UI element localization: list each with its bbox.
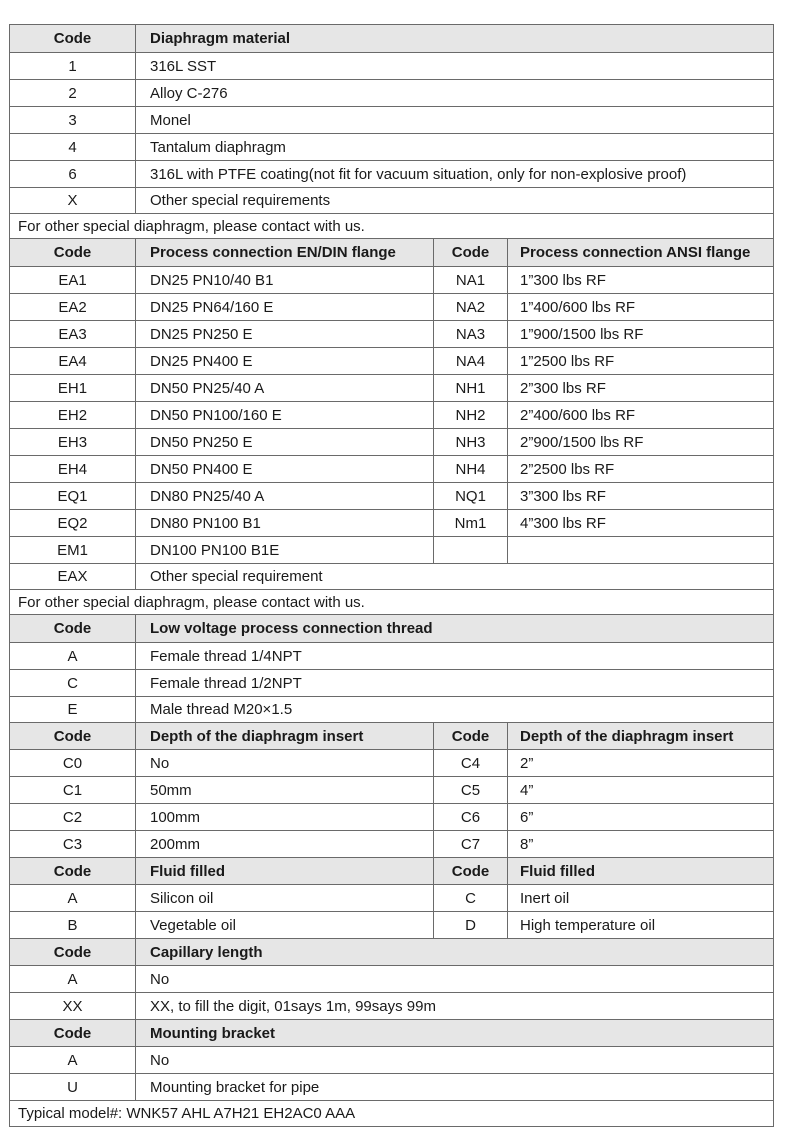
flange-code: EAX	[10, 564, 136, 590]
table-row	[10, 429, 774, 456]
insert-depth: 4”	[508, 777, 774, 804]
table-row	[10, 831, 774, 858]
code-header: Code	[10, 723, 136, 750]
ansi-flange-code: NH4	[434, 456, 508, 483]
ansi-flange-header: Process connection ANSI flange	[508, 239, 774, 267]
typical-model: Typical model#: WNK57 AHL A7H21 EH2AC0 AAA	[10, 1101, 774, 1127]
insert-depth-header: Depth of the diaphragm insert	[508, 723, 774, 750]
fluid-code: C	[434, 885, 508, 912]
contact-note-row	[10, 214, 774, 239]
ansi-flange-code: Nm1	[434, 510, 508, 537]
table-row	[10, 643, 774, 670]
ansi-flange-code: NH1	[434, 375, 508, 402]
insert-depth: 8”	[508, 831, 774, 858]
ansi-flange-code: NH2	[434, 402, 508, 429]
typical-model-row	[10, 1101, 774, 1127]
table-row	[10, 697, 774, 723]
ansi-flange-desc: 1”2500 lbs RF	[508, 348, 774, 375]
diaphragm-code: 1	[10, 53, 136, 80]
insert-depth: No	[136, 750, 434, 777]
en-flange-code: EA1	[10, 267, 136, 294]
ansi-flange-code: NA1	[434, 267, 508, 294]
thread-code: E	[10, 697, 136, 723]
table-row	[10, 375, 774, 402]
code-header: Code	[434, 239, 508, 267]
table-row	[10, 107, 774, 134]
diaphragm-material-header: Diaphragm material	[136, 25, 774, 53]
table-row	[10, 321, 774, 348]
ansi-flange-desc	[508, 537, 774, 564]
diaphragm-desc: 316L SST	[136, 53, 774, 80]
insert-depth: 100mm	[136, 804, 434, 831]
table-row	[10, 510, 774, 537]
en-flange-desc: DN80 PN100 B1	[136, 510, 434, 537]
ansi-flange-desc: 2”2500 lbs RF	[508, 456, 774, 483]
diaphragm-code: X	[10, 188, 136, 214]
capillary-code: XX	[10, 993, 136, 1020]
table-row	[10, 483, 774, 510]
en-flange-desc: DN100 PN100 B1E	[136, 537, 434, 564]
ansi-flange-code: NH3	[434, 429, 508, 456]
bracket-desc: Mounting bracket for pipe	[136, 1074, 774, 1101]
thread-header: Low voltage process connection thread	[136, 615, 774, 643]
en-flange-desc: DN25 PN64/160 E	[136, 294, 434, 321]
diaphragm-desc: Monel	[136, 107, 774, 134]
bracket-desc: No	[136, 1047, 774, 1074]
insert-depth-header: Depth of the diaphragm insert	[136, 723, 434, 750]
ansi-flange-desc: 3”300 lbs RF	[508, 483, 774, 510]
ansi-flange-code: NQ1	[434, 483, 508, 510]
thread-code: A	[10, 643, 136, 670]
table-row	[10, 294, 774, 321]
insert-code: C2	[10, 804, 136, 831]
mounting-bracket-header: Mounting bracket	[136, 1020, 774, 1047]
en-flange-desc: DN25 PN400 E	[136, 348, 434, 375]
bracket-code: U	[10, 1074, 136, 1101]
insert-depth: 50mm	[136, 777, 434, 804]
code-header: Code	[10, 25, 136, 53]
table-row	[10, 188, 774, 214]
diaphragm-desc: Tantalum diaphragm	[136, 134, 774, 161]
code-header: Code	[10, 1020, 136, 1047]
insert-code: C5	[434, 777, 508, 804]
en-flange-code: EH1	[10, 375, 136, 402]
code-header: Code	[434, 858, 508, 885]
thread-code: C	[10, 670, 136, 697]
capillary-length-header: Capillary length	[136, 939, 774, 966]
thread-desc: Female thread 1/2NPT	[136, 670, 774, 697]
en-flange-desc: DN50 PN100/160 E	[136, 402, 434, 429]
en-din-flange-header: Process connection EN/DIN flange	[136, 239, 434, 267]
table-row	[10, 161, 774, 188]
fluid-desc: Silicon oil	[136, 885, 434, 912]
en-flange-desc: DN50 PN25/40 A	[136, 375, 434, 402]
table-row	[10, 777, 774, 804]
table-row	[10, 348, 774, 375]
en-flange-desc: DN50 PN400 E	[136, 456, 434, 483]
fluid-header-row	[10, 858, 774, 885]
contact-note: For other special diaphragm, please contact with us.	[10, 214, 774, 239]
table-row	[10, 750, 774, 777]
en-flange-code: EA2	[10, 294, 136, 321]
capillary-code: A	[10, 966, 136, 993]
en-flange-code: EA4	[10, 348, 136, 375]
insert-code: C6	[434, 804, 508, 831]
ansi-flange-code: NA3	[434, 321, 508, 348]
insert-depth: 2”	[508, 750, 774, 777]
thread-desc: Male thread M20×1.5	[136, 697, 774, 723]
en-flange-desc: DN50 PN250 E	[136, 429, 434, 456]
thread-desc: Female thread 1/4NPT	[136, 643, 774, 670]
diaphragm-header-row	[10, 25, 774, 53]
fluid-code: D	[434, 912, 508, 939]
thread-header-row	[10, 615, 774, 643]
en-flange-code: EH2	[10, 402, 136, 429]
bracket-code: A	[10, 1047, 136, 1074]
en-flange-code: EH3	[10, 429, 136, 456]
insert-code: C1	[10, 777, 136, 804]
diaphragm-desc: Alloy C-276	[136, 80, 774, 107]
en-flange-desc: DN25 PN250 E	[136, 321, 434, 348]
diaphragm-desc: Other special requirements	[136, 188, 774, 214]
table-row	[10, 267, 774, 294]
table-row	[10, 80, 774, 107]
code-header: Code	[10, 939, 136, 966]
insert-code: C4	[434, 750, 508, 777]
ansi-flange-desc: 2”400/600 lbs RF	[508, 402, 774, 429]
code-header: Code	[434, 723, 508, 750]
insert-code: C0	[10, 750, 136, 777]
table-row	[10, 1074, 774, 1101]
diaphragm-code: 6	[10, 161, 136, 188]
ansi-flange-desc: 2”300 lbs RF	[508, 375, 774, 402]
table-row	[10, 1047, 774, 1074]
capillary-desc: XX, to fill the digit, 01says 1m, 99says 99m	[136, 993, 774, 1020]
flange-header-row	[10, 239, 774, 267]
table-row	[10, 134, 774, 161]
fluid-filled-header: Fluid filled	[508, 858, 774, 885]
ansi-flange-desc: 4”300 lbs RF	[508, 510, 774, 537]
fluid-code: B	[10, 912, 136, 939]
ansi-flange-desc: 1”400/600 lbs RF	[508, 294, 774, 321]
diaphragm-desc: 316L with PTFE coating(not fit for vacuum situation, only for non-explosive proof)	[136, 161, 774, 188]
fluid-desc: Inert oil	[508, 885, 774, 912]
en-flange-desc: DN25 PN10/40 B1	[136, 267, 434, 294]
table-row	[10, 966, 774, 993]
contact-note-row	[10, 590, 774, 615]
diaphragm-code: 2	[10, 80, 136, 107]
table-row	[10, 537, 774, 564]
contact-note: For other special diaphragm, please contact with us.	[10, 590, 774, 615]
en-flange-code: EQ2	[10, 510, 136, 537]
insert-code: C7	[434, 831, 508, 858]
table-row	[10, 456, 774, 483]
table-row	[10, 993, 774, 1020]
en-flange-code: EA3	[10, 321, 136, 348]
insert-depth: 200mm	[136, 831, 434, 858]
flange-desc: Other special requirement	[136, 564, 774, 590]
capillary-desc: No	[136, 966, 774, 993]
ansi-flange-code	[434, 537, 508, 564]
fluid-desc: Vegetable oil	[136, 912, 434, 939]
table-row	[10, 885, 774, 912]
en-flange-desc: DN80 PN25/40 A	[136, 483, 434, 510]
en-flange-code: EH4	[10, 456, 136, 483]
diaphragm-code: 3	[10, 107, 136, 134]
insert-header-row	[10, 723, 774, 750]
capillary-header-row	[10, 939, 774, 966]
ansi-flange-desc: 1”900/1500 lbs RF	[508, 321, 774, 348]
code-header: Code	[10, 858, 136, 885]
model-selection-table	[9, 24, 774, 1127]
code-header: Code	[10, 239, 136, 267]
code-header: Code	[10, 615, 136, 643]
table-row	[10, 670, 774, 697]
insert-code: C3	[10, 831, 136, 858]
fluid-filled-header: Fluid filled	[136, 858, 434, 885]
bracket-header-row	[10, 1020, 774, 1047]
table-row	[10, 564, 774, 590]
en-flange-code: EM1	[10, 537, 136, 564]
fluid-desc: High temperature oil	[508, 912, 774, 939]
table-row	[10, 402, 774, 429]
table-row	[10, 804, 774, 831]
ansi-flange-code: NA2	[434, 294, 508, 321]
table-row	[10, 53, 774, 80]
insert-depth: 6”	[508, 804, 774, 831]
fluid-code: A	[10, 885, 136, 912]
table-row	[10, 912, 774, 939]
diaphragm-code: 4	[10, 134, 136, 161]
ansi-flange-desc: 2”900/1500 lbs RF	[508, 429, 774, 456]
ansi-flange-desc: 1”300 lbs RF	[508, 267, 774, 294]
en-flange-code: EQ1	[10, 483, 136, 510]
ansi-flange-code: NA4	[434, 348, 508, 375]
